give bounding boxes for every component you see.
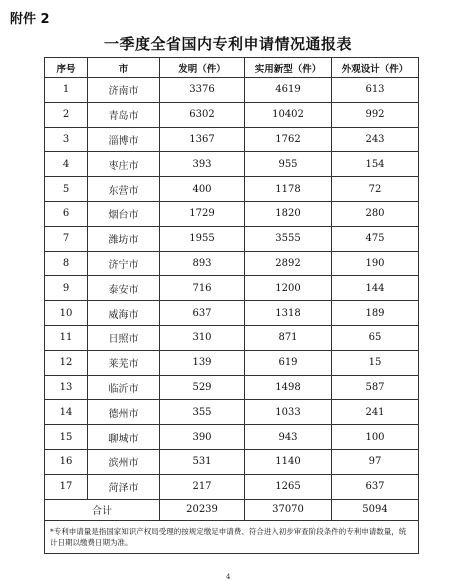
cell-design: 15 — [332, 350, 419, 375]
cell-city: 济宁市 — [88, 251, 160, 276]
cell-design: 992 — [332, 102, 419, 127]
cell-design: 190 — [332, 251, 419, 276]
total-invention: 20239 — [160, 499, 245, 520]
cell-utility: 1820 — [245, 201, 332, 226]
page-number: 4 — [226, 573, 231, 581]
cell-city: 烟台市 — [88, 201, 160, 226]
cell-utility: 3555 — [245, 226, 332, 251]
cell-design: 154 — [332, 152, 419, 177]
report-title: 一季度全省国内专利申请情况通报表 — [103, 35, 352, 53]
cell-city: 菏泽市 — [88, 474, 160, 499]
cell-city: 潍坊市 — [88, 226, 160, 251]
cell-city: 枣庄市 — [88, 152, 160, 177]
cell-index: 7 — [45, 226, 88, 251]
cell-invention: 139 — [160, 350, 245, 375]
cell-utility: 1140 — [245, 449, 332, 474]
cell-utility: 619 — [245, 350, 332, 375]
cell-utility: 943 — [245, 425, 332, 450]
cell-invention: 1367 — [160, 127, 245, 152]
cell-index: 4 — [45, 152, 88, 177]
header-utility: 实用新型（件） — [245, 58, 332, 78]
cell-city: 德州市 — [88, 400, 160, 425]
cell-invention: 6302 — [160, 102, 245, 127]
table-row — [45, 301, 419, 326]
cell-invention: 393 — [160, 152, 245, 177]
table-row — [45, 201, 419, 226]
cell-utility: 4619 — [245, 78, 332, 103]
cell-index: 15 — [45, 425, 88, 450]
cell-index: 3 — [45, 127, 88, 152]
cell-invention: 355 — [160, 400, 245, 425]
table-row — [45, 102, 419, 127]
table-row — [45, 251, 419, 276]
cell-index: 1 — [45, 78, 88, 103]
cell-index: 8 — [45, 251, 88, 276]
cell-invention: 1729 — [160, 201, 245, 226]
cell-invention: 529 — [160, 375, 245, 400]
cell-invention: 1955 — [160, 226, 245, 251]
total-utility: 37070 — [245, 499, 332, 520]
cell-index: 5 — [45, 177, 88, 202]
cell-city: 临沂市 — [88, 375, 160, 400]
table-row — [45, 350, 419, 375]
cell-index: 6 — [45, 201, 88, 226]
cell-design: 475 — [332, 226, 419, 251]
cell-design: 189 — [332, 301, 419, 326]
cell-index: 13 — [45, 375, 88, 400]
cell-index: 17 — [45, 474, 88, 499]
cell-city: 聊城市 — [88, 425, 160, 450]
cell-design: 100 — [332, 425, 419, 450]
cell-invention: 217 — [160, 474, 245, 499]
header-index: 序号 — [45, 58, 88, 78]
patent-report-table — [44, 57, 419, 554]
cell-design: 72 — [332, 177, 419, 202]
cell-design: 243 — [332, 127, 419, 152]
cell-utility: 871 — [245, 325, 332, 350]
cell-utility: 1318 — [245, 301, 332, 326]
total-row — [45, 499, 419, 520]
cell-index: 12 — [45, 350, 88, 375]
table-row — [45, 177, 419, 202]
cell-design: 241 — [332, 400, 419, 425]
cell-index: 16 — [45, 449, 88, 474]
cell-utility: 1498 — [245, 375, 332, 400]
table-row — [45, 474, 419, 499]
table-row — [45, 449, 419, 474]
table-row — [45, 78, 419, 103]
cell-city: 东营市 — [88, 177, 160, 202]
table-row — [45, 425, 419, 450]
cell-invention: 716 — [160, 276, 245, 301]
cell-index: 9 — [45, 276, 88, 301]
cell-city: 淄博市 — [88, 127, 160, 152]
table-row — [45, 127, 419, 152]
note-row — [45, 520, 419, 553]
total-label: 合计 — [45, 499, 160, 520]
table-header-row — [45, 58, 419, 78]
footnote: *专利申请量是指国家知识产权局受理的按规定缴足申请费、符合进入初步审查阶段条件的专利申请数量，统计日期以缴费日期为准。 — [45, 520, 419, 553]
cell-utility: 2892 — [245, 251, 332, 276]
total-design: 5094 — [332, 499, 419, 520]
cell-invention: 3376 — [160, 78, 245, 103]
header-invention: 发明（件） — [160, 58, 245, 78]
cell-utility: 1178 — [245, 177, 332, 202]
cell-utility: 1033 — [245, 400, 332, 425]
table-row — [45, 375, 419, 400]
cell-invention: 310 — [160, 325, 245, 350]
cell-city: 威海市 — [88, 301, 160, 326]
cell-design: 637 — [332, 474, 419, 499]
cell-utility: 10402 — [245, 102, 332, 127]
cell-utility: 1200 — [245, 276, 332, 301]
cell-invention: 637 — [160, 301, 245, 326]
cell-design: 613 — [332, 78, 419, 103]
cell-design: 97 — [332, 449, 419, 474]
cell-invention: 400 — [160, 177, 245, 202]
cell-city: 泰安市 — [88, 276, 160, 301]
cell-design: 280 — [332, 201, 419, 226]
cell-city: 济南市 — [88, 78, 160, 103]
cell-utility: 1762 — [245, 127, 332, 152]
attachment-label: 附件 2 — [10, 12, 50, 27]
cell-city: 青岛市 — [88, 102, 160, 127]
cell-utility: 1265 — [245, 474, 332, 499]
table-row — [45, 400, 419, 425]
cell-city: 滨州市 — [88, 449, 160, 474]
table-body — [45, 78, 419, 500]
table-row — [45, 152, 419, 177]
table-row — [45, 325, 419, 350]
cell-invention: 893 — [160, 251, 245, 276]
cell-design: 587 — [332, 375, 419, 400]
header-design: 外观设计（件） — [332, 58, 419, 78]
header-city: 市 — [88, 58, 160, 78]
cell-city: 莱芜市 — [88, 350, 160, 375]
cell-index: 2 — [45, 102, 88, 127]
cell-utility: 955 — [245, 152, 332, 177]
cell-invention: 390 — [160, 425, 245, 450]
cell-index: 14 — [45, 400, 88, 425]
cell-index: 10 — [45, 301, 88, 326]
cell-design: 144 — [332, 276, 419, 301]
cell-city: 日照市 — [88, 325, 160, 350]
cell-index: 11 — [45, 325, 88, 350]
cell-invention: 531 — [160, 449, 245, 474]
cell-design: 65 — [332, 325, 419, 350]
table-row — [45, 226, 419, 251]
table-row — [45, 276, 419, 301]
